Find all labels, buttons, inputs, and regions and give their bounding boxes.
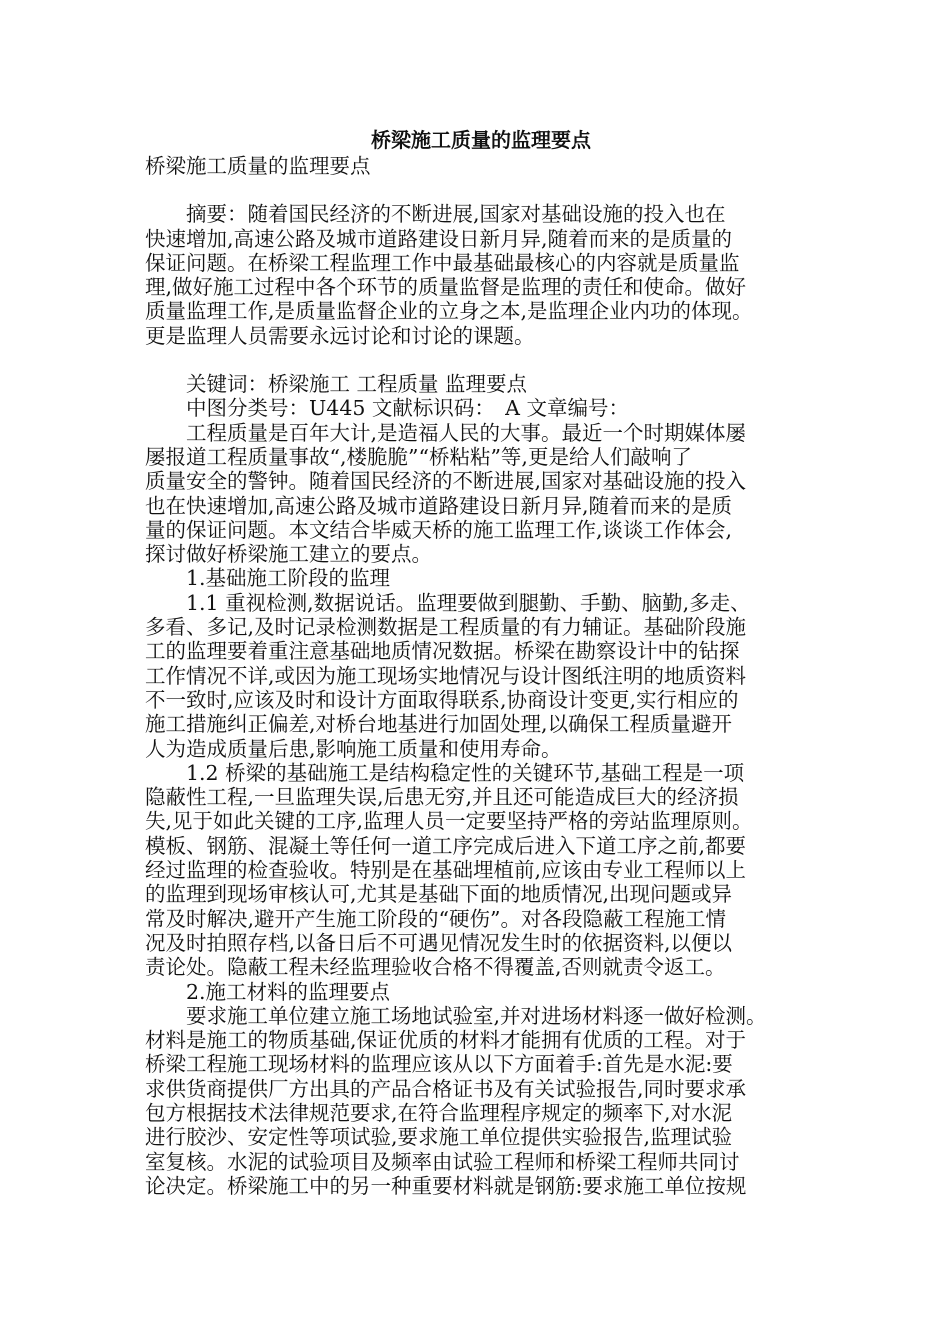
body-line: 1.1 重视检测,数据说话。监理要做到腿勤、手勤、脑勤,多走、 [145, 590, 751, 615]
body-line: 质量安全的警钟。随着国民经济的不断进展,国家对基础设施的投入 [145, 469, 747, 494]
abstract-line: 保证问题。在桥梁工程监理工作中最基础最核心的内容就是质量监 [145, 250, 740, 275]
blank-line [145, 348, 817, 372]
body-line: 论决定。桥梁施工中的另一种重要材料就是钢筋:要求施工单位按规 [145, 1173, 747, 1198]
body-line: 进行胶沙、安定性等项试验,要求施工单位提供实验报告,监理试验 [145, 1125, 733, 1150]
body-line: 桥梁工程施工现场材料的监理应该从以下方面着手:首先是水泥:要 [145, 1052, 733, 1077]
body-line: 工的监理要着重注意基础地质情况数据。桥梁在勘察设计中的钻探 [145, 639, 740, 664]
abstract-line: 更是监理人员需要永远讨论和讨论的课题。 [145, 323, 535, 348]
body-line: 隐蔽性工程,一旦监理失误,后患无穷,并且还可能造成巨大的经济损 [145, 785, 739, 810]
body-line: 经过监理的检查验收。特别是在基础埋植前,应该由专业工程师以上 [145, 858, 747, 883]
body-line: 的监理到现场审核认可,尤其是基础下面的地质情况,出现问题或异 [145, 882, 733, 907]
body-line: 不一致时,应该及时和设计方面取得联系,协商设计变更,实行相应的 [145, 687, 739, 712]
body-line: 求供货商提供厂方出具的产品合格证书及有关试验报告,同时要求承 [145, 1076, 747, 1101]
abstract-line: 质量监理工作,是质量监督企业的立身之本,是监理企业内功的体现。 [145, 299, 753, 324]
body-line: 材料是施工的物质基础,保证优质的材料才能拥有优质的工程。对于 [145, 1028, 747, 1053]
body-line: 屡报道工程质量事故“,楼脆脆”“桥粘粘”等,更是给人们敲响了 [145, 444, 692, 469]
body-line: 也在快速增加,高速公路及城市道路建设日新月异,随着而来的是质 [145, 493, 733, 518]
body-line: 失,见于如此关键的工序,监理人员一定要坚持严格的旁站监理原则。 [145, 809, 753, 834]
abstract-line: 理,做好施工过程中各个环节的质量监督是监理的责任和使命。做好 [145, 275, 747, 300]
body-line: 多看、多记,及时记录检测数据是工程质量的有力辅证。基础阶段施 [145, 615, 747, 640]
blank-line [145, 178, 817, 202]
body-line: 室复核。水泥的试验项目及频率由试验工程师和桥梁工程师共同讨 [145, 1149, 740, 1174]
document-page [145, 126, 817, 1198]
body-line: 1.2 桥梁的基础施工是结构稳定性的关键环节,基础工程是一项 [145, 760, 745, 785]
body-line: 要求施工单位建立施工场地试验室,并对进场材料逐一做好检测。 [145, 1003, 767, 1028]
body-line: 工程质量是百年大计,是造福人民的大事。最近一个时期媒体屡 [145, 420, 747, 445]
document-subtitle: 桥梁施工质量的监理要点 [145, 154, 371, 178]
body-line: 常及时解决,避开产生施工阶段的“硬伤”。对各段隐蔽工程施工情 [145, 906, 726, 931]
body-line: 包方根据技术法律规范要求,在符合监理程序规定的频率下,对水泥 [145, 1100, 733, 1125]
body-line: 责论处。隐蔽工程未经监理验收合格不得覆盖,否则就责令返工。 [145, 955, 726, 980]
section-heading: 1.基础施工阶段的监理 [145, 566, 391, 591]
body-section [145, 421, 817, 1199]
document-title: 桥梁施工质量的监理要点 [371, 128, 591, 152]
section-heading: 2.施工材料的监理要点 [145, 979, 391, 1004]
abstract-line: 摘要：随着国民经济的不断进展,国家对基础设施的投入也在 [145, 202, 726, 227]
body-line: 人为造成质量后患,影响施工质量和使用寿命。 [145, 736, 562, 761]
body-line: 况及时拍照存档,以备日后不可遇见情况发生时的依据资料,以便以 [145, 930, 733, 955]
body-line: 探讨做好桥梁施工建立的要点。 [145, 542, 432, 567]
abstract-line: 快速增加,高速公路及城市道路建设日新月异,随着而来的是质量的 [145, 226, 733, 251]
keywords-line: 关键词：桥梁施工 工程质量 监理要点 [145, 372, 528, 397]
body-line: 施工措施纠正偏差,对桥台地基进行加固处理,以确保工程质量避开 [145, 712, 733, 737]
body-line: 工作情况不详,或因为施工现场实地情况与设计图纸注明的地质资料 [145, 663, 747, 688]
body-line: 量的保证问题。本文结合毕威天桥的施工监理工作,谈谈工作体会, [145, 517, 733, 542]
abstract-section [145, 202, 817, 348]
classification-line: 中图分类号：U445 文献标识码： A 文章编号： [145, 396, 629, 421]
body-line: 模板、钢筋、混凝土等任何一道工序完成后进入下道工序之前,都要 [145, 833, 747, 858]
